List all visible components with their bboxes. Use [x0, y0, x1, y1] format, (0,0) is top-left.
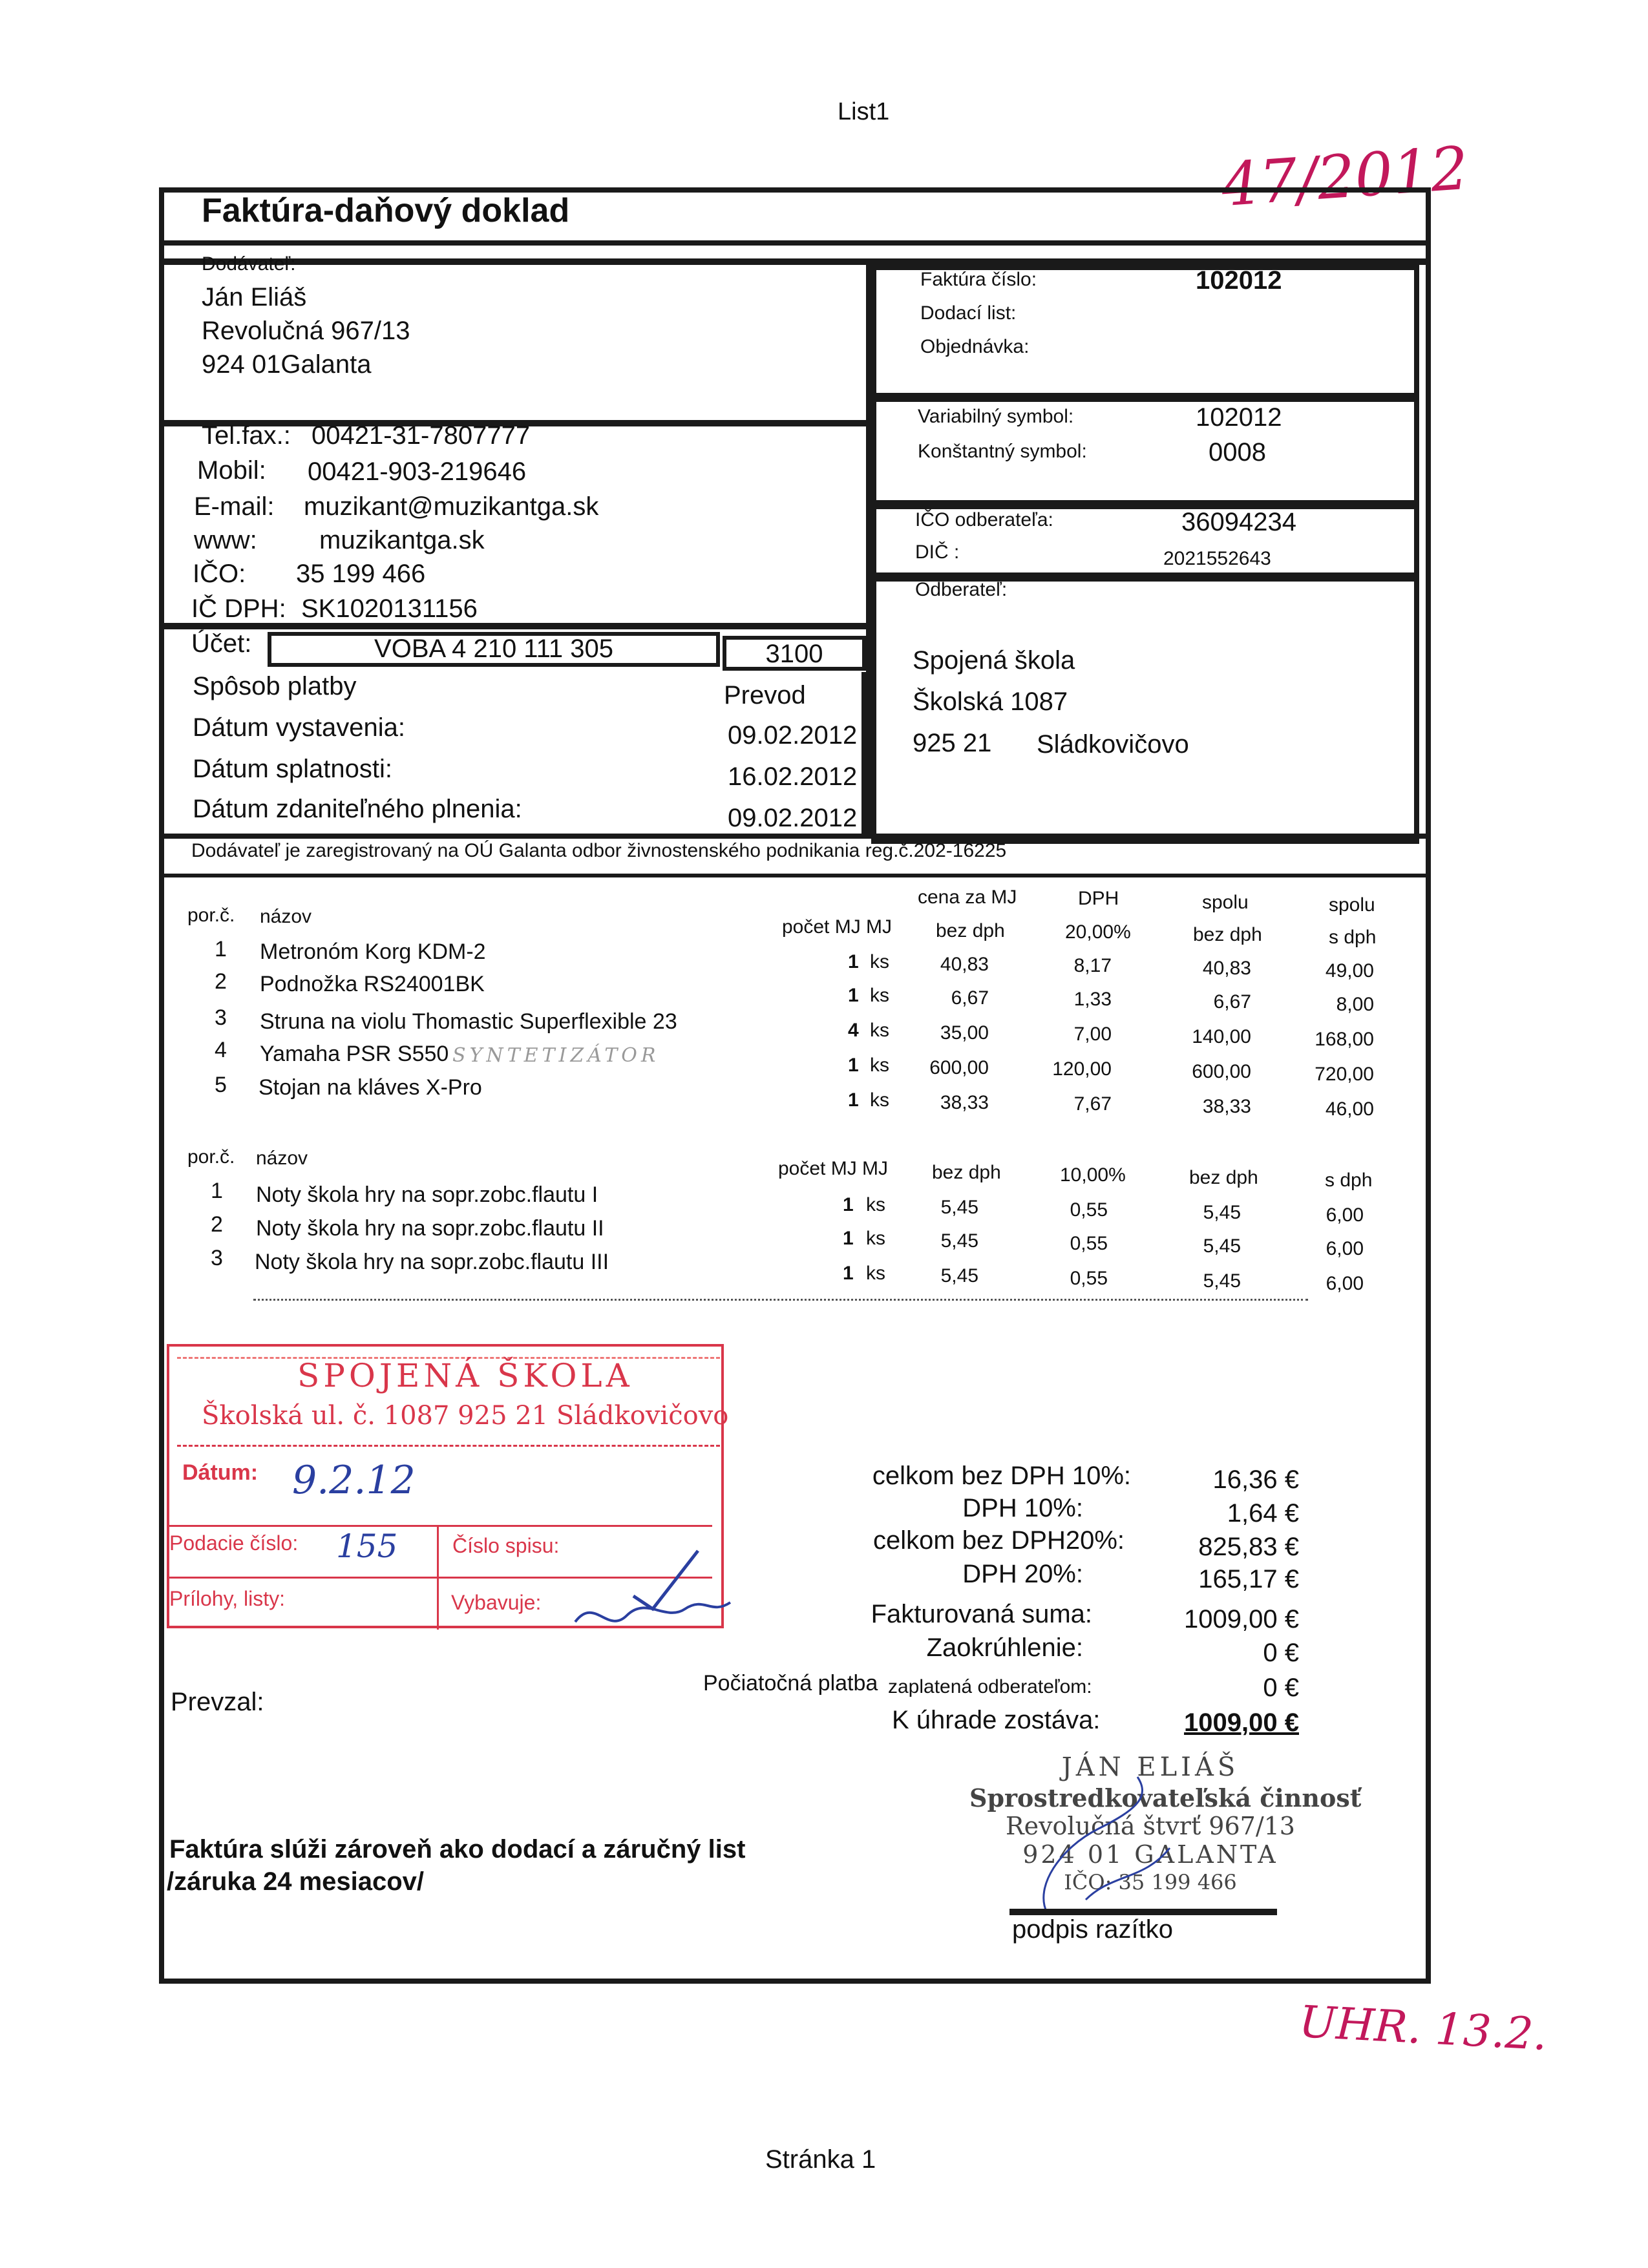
stamp-spis-label: Číslo spisu:: [452, 1534, 560, 1557]
row-dph: 0,55: [1070, 1199, 1108, 1221]
row-dph: 7,00: [1073, 1024, 1112, 1045]
total-value: 1009,00 €: [1184, 1605, 1299, 1633]
ico-odb: 36094234: [1181, 508, 1296, 536]
t1-h-spolu2-top: spolu: [1329, 894, 1375, 916]
row-qty: 1: [843, 1194, 854, 1215]
row-unit: ks: [866, 1194, 885, 1215]
row-net: 5,45: [1203, 1235, 1241, 1257]
invoice-number: 102012: [1196, 266, 1282, 295]
row-price: 5,45: [940, 1230, 978, 1252]
email-label: E-mail:: [194, 492, 275, 521]
total-label: celkom bez DPH 10%:: [872, 1462, 1131, 1490]
dic-label: DIČ :: [915, 541, 960, 563]
supplier-stamp-ico: IČO: 35 199 466: [1064, 1870, 1237, 1895]
row-no: 1: [215, 937, 227, 961]
t1-h-cena-bot: bez dph: [936, 920, 1005, 941]
row-price: 6,67: [951, 987, 989, 1009]
icdph: SK1020131156: [301, 594, 478, 623]
due-date: 16.02.2012: [728, 762, 858, 791]
icdph-label: IČ DPH:: [191, 594, 286, 623]
due-total-value: 1009,00 €: [1184, 1708, 1299, 1737]
t2-h-nazov: názov: [256, 1148, 308, 1169]
row-dph: 0,55: [1070, 1233, 1108, 1254]
row-price: 5,45: [940, 1265, 978, 1286]
row-unit: ks: [866, 1228, 885, 1249]
row-unit: ks: [870, 1089, 889, 1111]
row-gross: 168,00: [1315, 1029, 1374, 1050]
t2-h-por: por.č.: [187, 1146, 235, 1168]
ico-odb-label: IČO odberateľa:: [915, 509, 1053, 530]
ico: 35 199 466: [296, 560, 426, 588]
total-label: DPH 10%:: [962, 1494, 1083, 1522]
row-net: 5,45: [1203, 1270, 1241, 1292]
received-by-label: Prevzal:: [171, 1688, 264, 1716]
signature-label: podpis razítko: [1012, 1915, 1174, 1944]
row-unit: ks: [870, 951, 889, 972]
supplier-stamp-city: 924 01 GALANTA: [1022, 1840, 1278, 1869]
ico-label: IČO:: [193, 560, 246, 588]
stamp-vybavuje-label: Vybavuje:: [451, 1591, 542, 1614]
row-qty: 1: [848, 985, 859, 1006]
row-dph: 0,55: [1070, 1268, 1108, 1289]
www-label: www:: [194, 526, 257, 554]
row-unit: ks: [866, 1263, 885, 1284]
row-price: 5,45: [940, 1197, 978, 1218]
row-name: Noty škola hry na sopr.zobc.flautu II: [256, 1216, 604, 1241]
stamp-podacie-value: 155: [336, 1528, 398, 1565]
t1-h-dph-top: DPH: [1078, 888, 1119, 909]
doc-title: Faktúra-daňový doklad: [202, 192, 570, 229]
row-dph: 1,33: [1073, 989, 1112, 1010]
checkmark-signature-icon: [569, 1525, 737, 1641]
telfax: 00421-31-7807777: [312, 421, 531, 450]
total-value: 825,83 €: [1198, 1533, 1299, 1561]
due-date-label: Dátum splatnosti:: [193, 755, 393, 783]
row-gross: 720,00: [1315, 1064, 1374, 1085]
t2-h-cena: bez dph: [932, 1162, 1001, 1183]
supplier-name: Ján Eliáš: [202, 283, 307, 311]
total-value: 1,64 €: [1227, 1499, 1299, 1528]
row-gross: 6,00: [1326, 1238, 1364, 1259]
row-net: 5,45: [1203, 1202, 1241, 1223]
row-gross: 6,00: [1326, 1273, 1364, 1294]
stamp-podacie-label: Podacie číslo:: [169, 1531, 299, 1555]
row-name: Noty škola hry na sopr.zobc.flautu I: [256, 1182, 598, 1207]
row-name: Yamaha PSR S550: [260, 1042, 449, 1066]
supplier-label: Dodávateľ:: [202, 253, 296, 275]
total-label: Zaokrúhlenie:: [926, 1633, 1083, 1662]
bank-account: VOBA 4 210 111 305: [374, 635, 613, 663]
stamp-datum-value: 9.2.12: [292, 1458, 416, 1503]
stamp-school-name: SPOJENÁ ŠKOLA: [297, 1357, 633, 1394]
customer-label: Odberateľ:: [915, 579, 1008, 600]
t1-h-spolu1-bot: bez dph: [1193, 924, 1262, 945]
row-no: 2: [211, 1212, 223, 1237]
row-price: 38,33: [940, 1092, 989, 1113]
handwritten-note: SYNTETIZÁTOR: [452, 1044, 660, 1067]
due-total-label: K úhrade zostáva:: [892, 1706, 1101, 1734]
stamp-prilohy-label: Prílohy, listy:: [169, 1587, 285, 1610]
supplier-stamp-activity: Sprostredkovateľská činnosť: [969, 1783, 1362, 1812]
row-net: 38,33: [1202, 1096, 1251, 1117]
t2-h-spolu1: bez dph: [1189, 1167, 1258, 1188]
row-gross: 46,00: [1325, 1098, 1374, 1120]
t1-h-por: por.č.: [187, 905, 235, 926]
row-gross: 49,00: [1325, 960, 1374, 982]
t1-h-nazov: názov: [260, 906, 312, 927]
dic: 2021552643: [1163, 548, 1271, 569]
handwritten-invoice-number: 47/2012: [1219, 133, 1471, 220]
row-name: Noty škola hry na sopr.zobc.flautu III: [255, 1250, 609, 1274]
footer-note-guarantee: /záruka 24 mesiacov/: [167, 1867, 425, 1896]
t2-h-dph: 10,00%: [1060, 1164, 1126, 1186]
row-name: Stojan na kláves X-Pro: [259, 1075, 482, 1100]
payment-method: Prevod: [724, 681, 806, 709]
issue-date-label: Dátum vystavenia:: [193, 713, 406, 742]
row-gross: 8,00: [1336, 994, 1374, 1015]
row-dph: 7,67: [1073, 1093, 1112, 1115]
email: muzikant@muzikantga.sk: [304, 492, 599, 521]
prepaid-label-2: zaplatená odberateľom:: [888, 1676, 1092, 1697]
supplier-stamp-name: JÁN ELIÁŠ: [1061, 1752, 1240, 1782]
row-qty: 1: [843, 1228, 854, 1249]
row-no: 5: [215, 1073, 227, 1097]
total-label: celkom bez DPH20%:: [872, 1526, 1125, 1555]
row-dph: 120,00: [1052, 1058, 1112, 1080]
invoice-number-label: Faktúra číslo:: [920, 269, 1037, 290]
row-net: 40,83: [1202, 958, 1251, 979]
signature-icon: [1008, 1770, 1202, 1926]
sheet-title: List1: [838, 98, 890, 125]
stamp-datum-label: Dátum:: [182, 1460, 259, 1485]
total-value: 0 €: [1263, 1639, 1299, 1667]
telfax-label: Tel.fax.:: [202, 421, 291, 450]
row-unit: ks: [870, 985, 889, 1006]
t2-h-pocet: počet MJ MJ: [778, 1158, 889, 1179]
row-qty: 1: [843, 1263, 854, 1284]
vs: 102012: [1196, 403, 1282, 432]
row-name: Podnožka RS24001BK: [260, 972, 485, 996]
total-label: DPH 20%:: [962, 1560, 1083, 1588]
bank-code: 3100: [765, 640, 823, 668]
row-qty: 4: [848, 1020, 859, 1041]
row-net: 600,00: [1192, 1061, 1251, 1082]
row-name: Struna na violu Thomastic Superflexible 23: [260, 1009, 677, 1034]
row-price: 40,83: [940, 954, 989, 975]
delivery-note-label: Dodací list:: [920, 302, 1017, 324]
mobil: 00421-903-219646: [308, 457, 527, 486]
customer-street: Školská 1087: [913, 688, 1068, 716]
customer-city: Sládkovičovo: [1037, 730, 1189, 759]
page-footer: Stránka 1: [765, 2145, 876, 2174]
row-qty: 1: [848, 951, 859, 972]
ks: 0008: [1209, 438, 1266, 467]
tax-date: 09.02.2012: [728, 804, 858, 832]
registration-note: Dodávateľ je zaregistrovaný na OÚ Galanta odbor živnostenského podnikania reg.č.202-16225: [191, 840, 1007, 861]
row-no: 2: [215, 969, 227, 994]
prepaid-label-1: Počiatočná platba: [703, 1671, 878, 1696]
payment-method-label: Spôsob platby: [193, 672, 357, 700]
supplier-stamp-street: Revolučná štvrť 967/13: [1005, 1812, 1295, 1840]
t1-h-cena-top: cena za MJ: [918, 887, 1017, 908]
total-value: 16,36 €: [1212, 1465, 1299, 1494]
row-unit: ks: [870, 1055, 889, 1076]
total-label: Fakturovaná suma:: [871, 1600, 1092, 1628]
prepaid-value: 0 €: [1263, 1674, 1299, 1702]
t1-h-spolu1-top: spolu: [1202, 892, 1249, 913]
t2-h-spolu2: s dph: [1325, 1170, 1373, 1191]
row-price: 35,00: [940, 1022, 989, 1044]
supplier-street: Revolučná 967/13: [202, 317, 410, 345]
order-label: Objednávka:: [920, 336, 1030, 357]
total-value: 165,17 €: [1198, 1565, 1299, 1593]
issue-date: 09.02.2012: [728, 721, 858, 750]
supplier-city: 924 01Galanta: [202, 350, 372, 379]
row-net: 140,00: [1192, 1026, 1251, 1047]
ucet-label: Účet:: [191, 629, 252, 658]
row-dph: 8,17: [1073, 955, 1112, 976]
row-unit: ks: [870, 1020, 889, 1041]
row-no: 3: [211, 1246, 223, 1270]
t1-h-pocet: počet MJ MJ: [782, 916, 893, 938]
row-no: 4: [215, 1038, 227, 1062]
row-net: 6,67: [1213, 991, 1251, 1013]
row-price: 600,00: [929, 1057, 989, 1078]
row-qty: 1: [848, 1089, 859, 1111]
row-no: 3: [215, 1005, 227, 1030]
row-no: 1: [211, 1179, 223, 1203]
customer-name: Spojená škola: [913, 646, 1075, 675]
stamp-school-address: Školská ul. č. 1087 925 21 Sládkovičovo: [202, 1401, 729, 1431]
row-name: Metronóm Korg KDM-2: [260, 940, 486, 964]
ks-label: Konštantný symbol:: [918, 441, 1087, 462]
t1-h-spolu2-bot: s dph: [1329, 927, 1377, 948]
mobil-label: Mobil:: [197, 456, 266, 485]
vs-label: Variabilný symbol:: [918, 406, 1074, 427]
row-gross: 6,00: [1326, 1204, 1364, 1226]
row-qty: 1: [848, 1055, 859, 1076]
www: muzikantga.sk: [319, 526, 485, 554]
customer-zip: 925 21: [913, 729, 992, 757]
tax-date-label: Dátum zdaniteľného plnenia:: [193, 795, 522, 823]
handwritten-paid-note: UHR. 13.2.: [1298, 1997, 1548, 2061]
dotted-separator: [253, 1299, 1308, 1301]
t1-h-dph-bot: 20,00%: [1065, 921, 1131, 943]
footer-note-warranty: Faktúra slúži zároveň ako dodací a záručný list: [169, 1835, 746, 1864]
